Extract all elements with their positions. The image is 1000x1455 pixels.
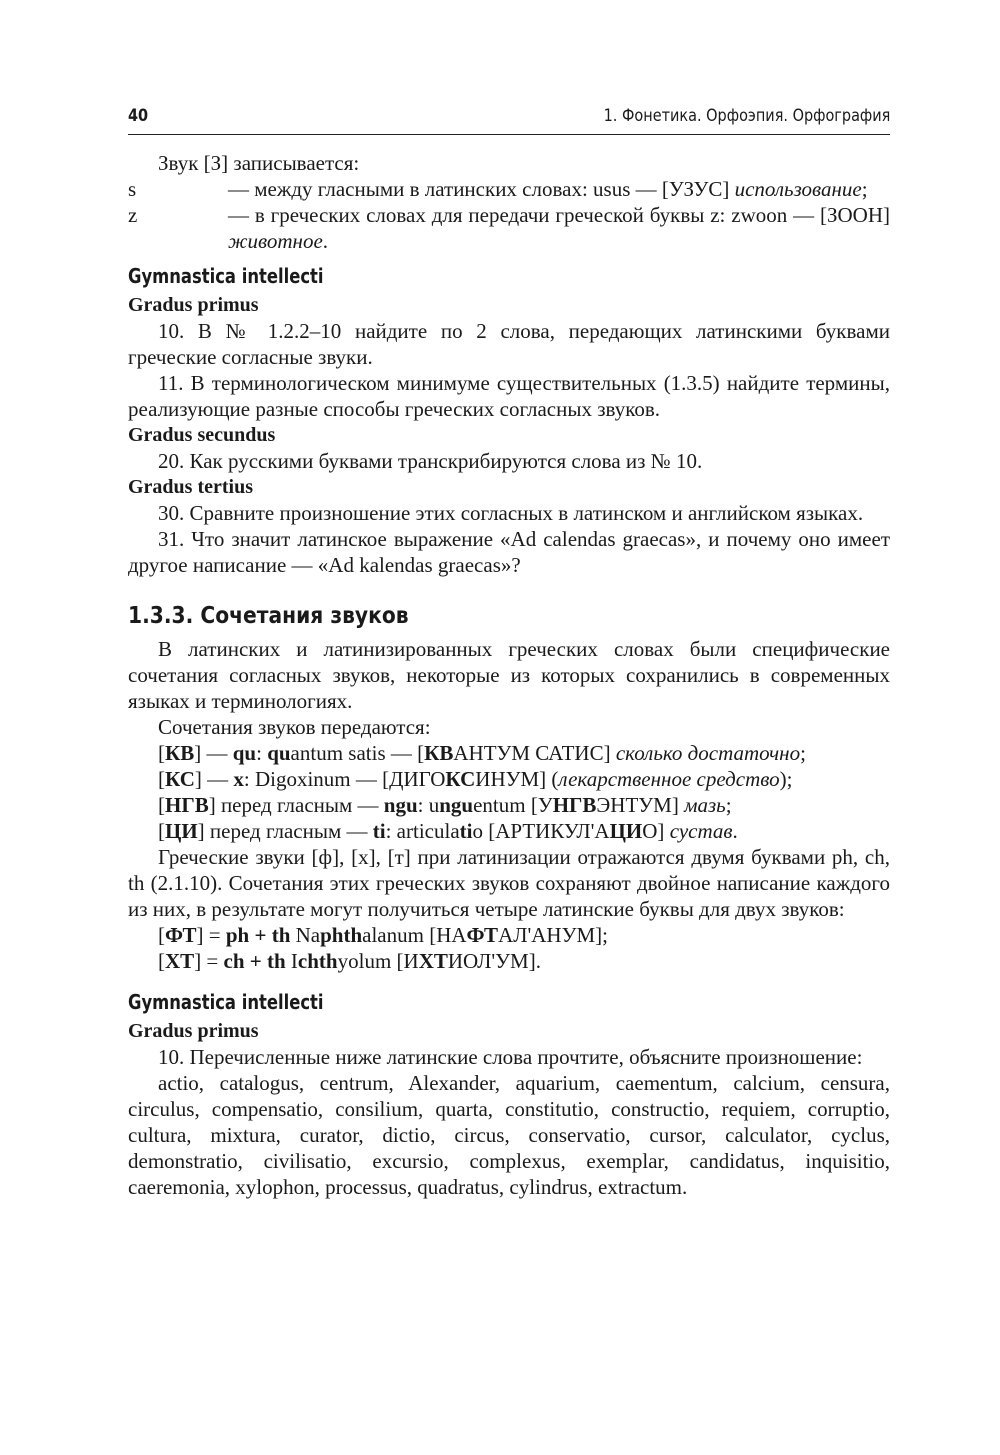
exercise-10: 10. В № 1.2.2–10 найдите по 2 слова, передающих латинскими буквами греческие согласные звуки.	[128, 319, 890, 369]
combo-kht: [ХТ] = ch + th Ichthyolum [ИХТИОЛ'УМ].	[158, 949, 541, 973]
gradus-primus-heading: Gradus primus	[128, 1020, 259, 1042]
section-lead: Сочетания звуков передаются:	[158, 715, 431, 739]
gradus-primus-heading: Gradus primus	[128, 294, 259, 316]
sound-z-intro: Звук [З] записывается:	[158, 151, 360, 175]
exercise-11: 11. В терминологическом минимуме существительных (1.3.5) найдите термины, реализующие разные способы греческих согласных звуков.	[128, 371, 890, 421]
gymnastica-heading: Gymnastica intellecti	[128, 990, 324, 1014]
exercise-10b: 10. Перечисленные ниже латинские слова прочтите, объясните произношение:	[158, 1045, 863, 1069]
gymnastica-heading: Gymnastica intellecti	[128, 264, 324, 288]
combo-ngv: [НГВ] перед гласным — ngu: unguentum [УНГВЭНТУМ] мазь;	[158, 793, 732, 817]
rule-key: z	[128, 203, 138, 227]
section-heading: 1.3.3. Сочетания звуков	[128, 603, 409, 629]
gradus-tertius-heading: Gradus tertius	[128, 476, 253, 498]
section-intro: В латинских и латинизированных греческих словах были специфические сочетания согласных звуков, некоторые из которых сохранились в современных языках и терминологиях.	[128, 637, 890, 713]
combo-ks: [КС] — x: Digoxinum — [ДИГОКСИНУМ] (лекарственное средство);	[158, 767, 793, 791]
exercise-30: 30. Сравните произношение этих согласных в латинском и английском языках.	[158, 501, 864, 525]
word-list: actio, catalogus, centrum, Alexander, aquarium, caementum, calcium, censura, circulus, compensatio, consilium, quarta, constitutio, constructio, requiem, corruptio, cultura, mixtura, curator, dictio, circus, conservatio, cursor, calculator, cyclus, demonstratio, civilisatio, excursio, complexus, exemplar, candidatus, inquisitio, caeremonia, xylophon, processus, quadratus, cylindrus, extractum.	[128, 1071, 890, 1199]
page-number: 40	[128, 106, 149, 126]
rule-z: z — в греческих словах для передачи греческой буквы z: zwoon — [ЗООН] животное.	[128, 203, 890, 253]
rule-s: s — между гласными в латинских словах: usus — [УЗУС] использование;	[128, 177, 868, 201]
page-header	[128, 106, 890, 135]
greek-sounds-paragraph: Греческие звуки [ф], [х], [т] при латинизации отражаются двумя буквами ph, ch, th (2.1.10). Сочетания этих греческих звуков сохраняют двойное написание каждого из них, в результате могут получиться четыре латинские буквы для двух звуков:	[128, 845, 890, 921]
page-body	[128, 150, 890, 1200]
running-title: 1. Фонетика. Орфоэпия. Орфография	[603, 106, 890, 126]
gradus-secundus-heading: Gradus secundus	[128, 424, 276, 446]
combo-kv: [КВ] — qu: quantum satis — [КВАНТУМ САТИС] сколько достаточно;	[158, 741, 806, 765]
exercise-31: 31. Что значит латинское выражение «Ad calendas graecas», и почему оно имеет другое написание — «Ad kalendas graecas»?	[128, 527, 890, 577]
rule-key: s	[128, 177, 137, 201]
combo-ft: [ФТ] = ph + th Naphthalanum [НАФТАЛ'АНУМ];	[158, 923, 608, 947]
exercise-20: 20. Как русскими буквами транскрибируются слова из № 10.	[158, 449, 703, 473]
combo-tsi: [ЦИ] перед гласным — ti: articulatio [АРТИКУЛ'АЦИО] сустав.	[158, 819, 738, 843]
